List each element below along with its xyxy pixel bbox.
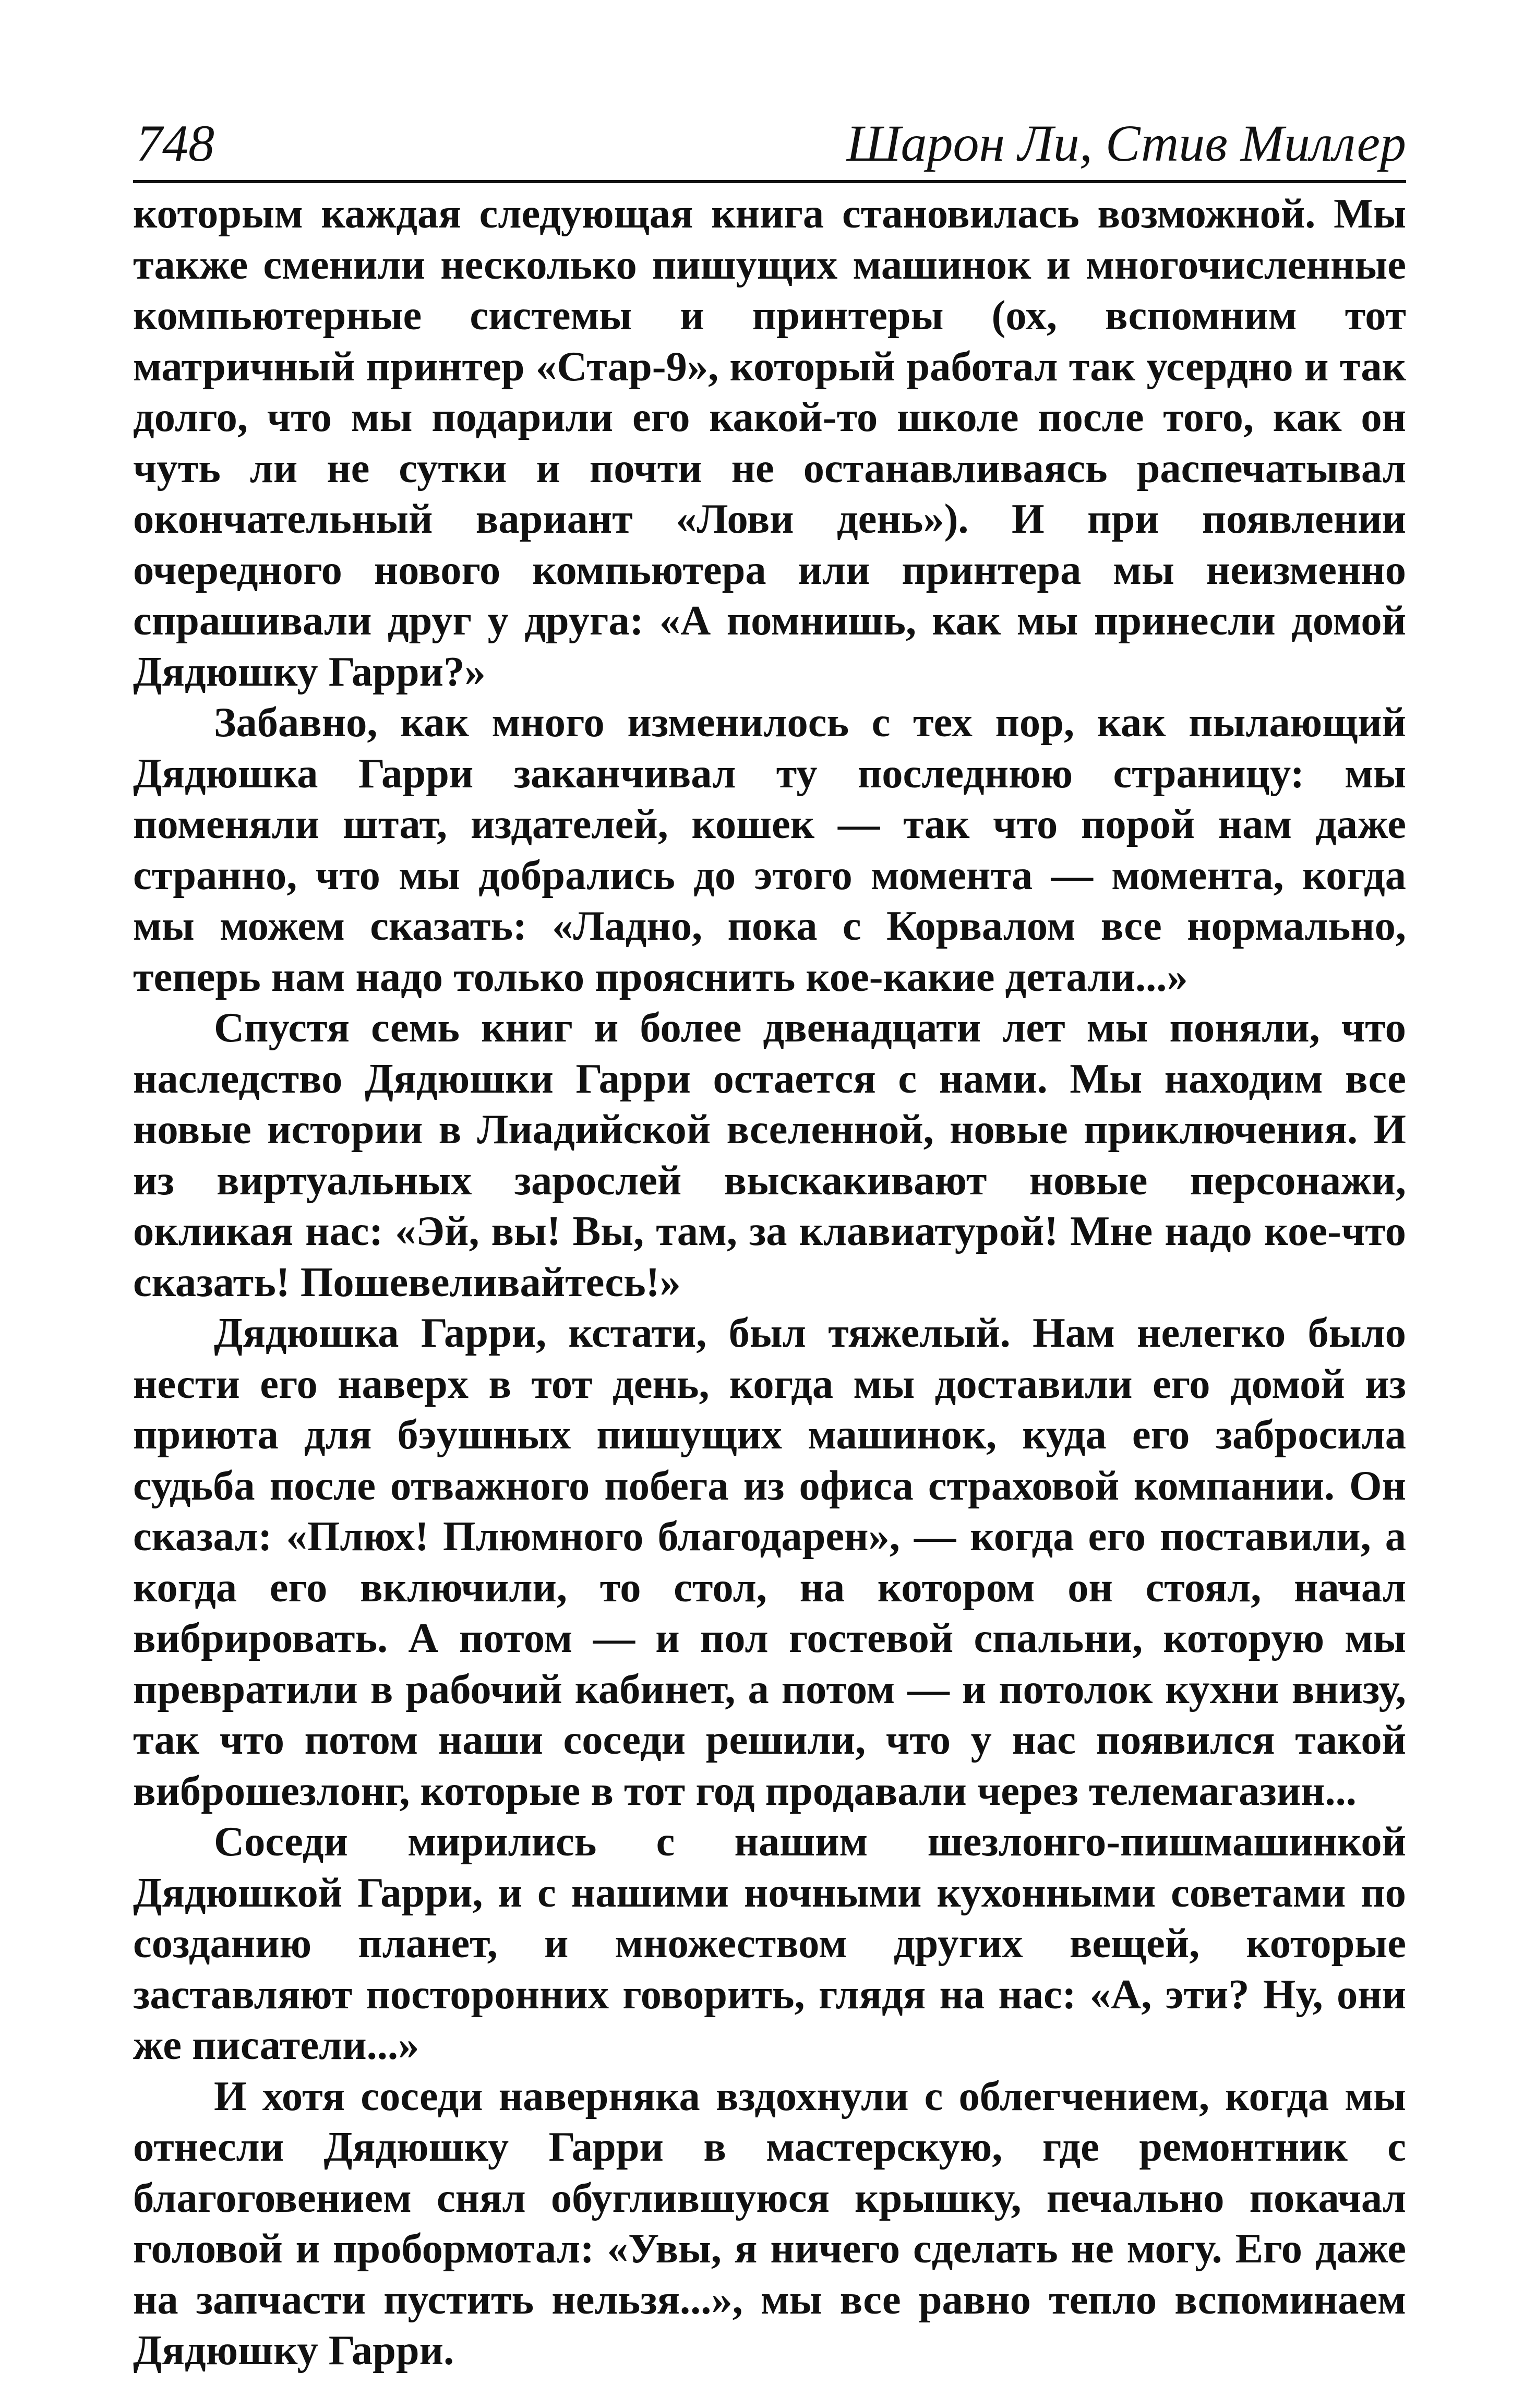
- book-page: [133, 112, 1406, 2376]
- body-text: [133, 188, 1406, 2376]
- paragraph: Спустя семь книг и более двенадцати лет мы поняли, что наследство Дядюшки Гарри остается с нами. Мы находим все новые истории в Лиадийской вселенной, новые приключения. И из виртуальных зарослей выскакивают новые персонажи, окликая нас: «Эй, вы! Вы, там, за клавиатурой! Мне надо кое-что сказать! Пошевеливайтесь!»: [133, 1004, 1406, 1305]
- page-number: 748: [136, 114, 214, 172]
- running-head-authors: Шарон Ли, Стив Миллер: [846, 114, 1406, 172]
- running-head: [133, 112, 1406, 183]
- paragraph: И хотя соседи наверняка вздохнули с облегчением, когда мы отнесли Дядюшку Гарри в мастерскую, где ремонтник с благоговением снял обуглившуюся крышку, печально покачал головой и пробормотал: «Увы, я ничего сделать не могу. Его даже на запчасти пустить нельзя...», мы все равно тепло вспоминаем Дядюшку Гарри.: [133, 2072, 1406, 2374]
- paragraph: Соседи мирились с нашим шезлонго-пишмашинкой Дядюшкой Гарри, и с нашими ночными кухонными советами по созданию планет, и множеством других вещей, которые заставляют посторонних говорить, глядя на нас: «А, эти? Ну, они же писатели...»: [133, 1818, 1406, 2068]
- paragraph-continuation: которым каждая следующая книга становилась возможной. Мы также сменили несколько пишущих машинок и многочисленные компьютерные системы и принтеры (ох, вспомним тот матричный принтер «Стар-9», который работал так усердно и так долго, что мы подарили его какой-то школе после того, как он чуть ли не сутки и почти не останавливаясь распечатывал окончательный вариант «Лови день»). И при появлении очередного нового компьютера или принтера мы неизменно спрашивали друг у друга: «А помнишь, как мы принесли домой Дядюшку Гарри?»: [133, 190, 1406, 695]
- paragraph: Дядюшка Гарри, кстати, был тяжелый. Нам нелегко было нести его наверх в тот день, когда мы доставили его домой из приюта для бэушных пишущих машинок, куда его забросила судьба после отважного побега из офиса страховой компании. Он сказал: «Плюх! Плюмного благодарен», — когда его поставили, а когда его включили, то стол, на котором он стоял, начал вибрировать. А потом — и пол гостевой спальни, которую мы превратили в рабочий кабинет, а потом — и потолок кухни внизу, так что потом наши соседи решили, что у нас появился такой виброшезлонг, которые в тот год продавали через телемагазин...: [133, 1310, 1406, 1814]
- paragraph: Забавно, как много изменилось с тех пор, как пылающий Дядюшка Гарри заканчивал ту последнюю страницу: мы поменяли штат, издателей, кошек — так что порой нам даже странно, что мы добрались до этого момента — момента, когда мы можем сказать: «Ладно, пока с Корвалом все нормально, теперь нам надо только прояснить кое-какие детали...»: [133, 699, 1406, 1000]
